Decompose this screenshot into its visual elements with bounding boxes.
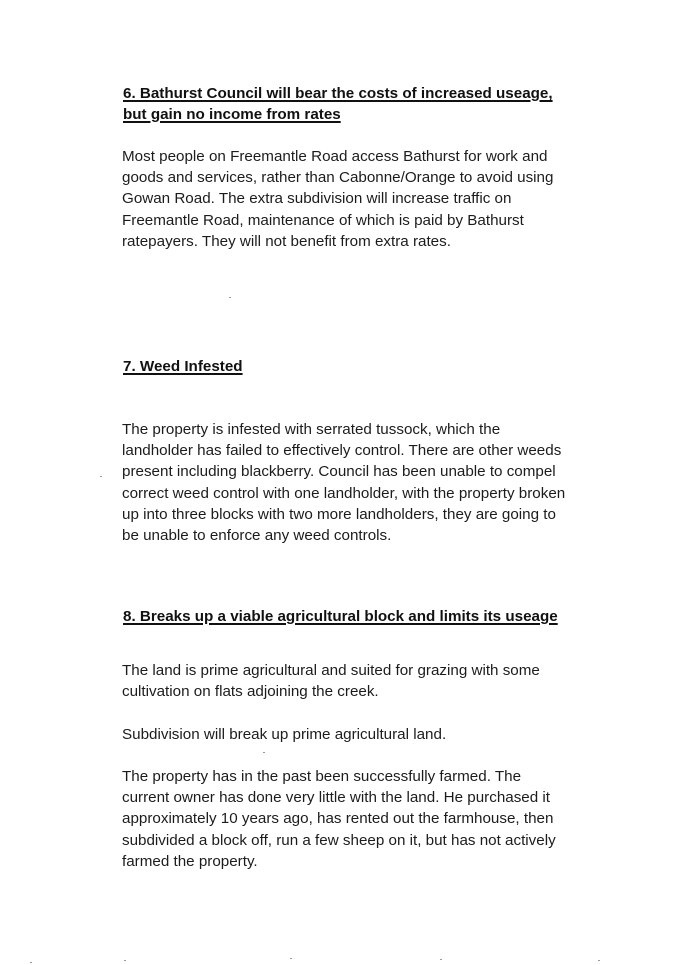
scan-speck bbox=[290, 958, 292, 959]
text-line: subdivided a block off, run a few sheep on it, but has not actively bbox=[122, 831, 556, 849]
text-line: farmed the property. bbox=[122, 852, 258, 870]
section-8-paragraph-3 bbox=[122, 766, 612, 872]
text-line: Freemantle Road, maintenance of which is paid by Bathurst bbox=[122, 211, 524, 229]
text-line: goods and services, rather than Cabonne/Orange to avoid using bbox=[122, 169, 554, 187]
section-7-paragraph-1 bbox=[122, 419, 612, 546]
text-line: up into three blocks with two more landholders, they are going to bbox=[122, 505, 556, 523]
text-line: approximately 10 years ago, has rented out the farmhouse, then bbox=[122, 810, 554, 828]
section-8-heading-line-1: 8. Breaks up a viable agricultural block and limits its useage bbox=[123, 608, 558, 625]
section-8-paragraph-2 bbox=[122, 724, 612, 745]
section-6-heading-line-2: but gain no income from rates bbox=[123, 106, 341, 123]
scan-speck bbox=[440, 959, 442, 960]
text-line: cultivation on flats adjoining the creek. bbox=[122, 683, 379, 701]
scan-speck bbox=[598, 960, 600, 961]
scan-speck bbox=[263, 752, 265, 753]
scan-speck bbox=[100, 476, 102, 477]
text-line: Gowan Road. The extra subdivision will increase traffic on bbox=[122, 190, 512, 208]
scan-speck bbox=[30, 962, 32, 963]
section-8-paragraph-1 bbox=[122, 660, 612, 702]
scan-speck bbox=[124, 960, 126, 961]
text-line: The property has in the past been successfully farmed. The bbox=[122, 768, 522, 785]
text-line: correct weed control with one landholder, with the property broken bbox=[122, 484, 566, 502]
scan-speck bbox=[229, 297, 231, 298]
text-line: Most people on Freemantle Road access Bathurst for work and bbox=[122, 148, 548, 165]
text-line: Subdivision will break up prime agricultural land. bbox=[122, 726, 447, 743]
section-7-heading-line-1: 7. Weed Infested bbox=[123, 358, 243, 375]
section-6-heading-line-1: 6. Bathurst Council will bear the costs of increased useage, bbox=[123, 85, 553, 102]
text-line: The land is prime agricultural and suited for grazing with some bbox=[122, 662, 540, 679]
text-line: present including blackberry. Council has been unable to compel bbox=[122, 463, 556, 481]
section-6-heading bbox=[123, 83, 553, 125]
section-8-heading bbox=[123, 606, 558, 627]
section-6-paragraph-1 bbox=[122, 146, 612, 252]
text-line: be unable to enforce any weed controls. bbox=[122, 527, 392, 545]
section-7-heading bbox=[123, 356, 243, 377]
text-line: landholder has failed to effectively control. There are other weeds bbox=[122, 442, 562, 460]
text-line: current owner has done very little with the land. He purchased it bbox=[122, 789, 551, 807]
text-line: The property is infested with serrated tussock, which the bbox=[122, 421, 501, 438]
text-line: ratepayers. They will not benefit from extra rates. bbox=[122, 232, 451, 250]
